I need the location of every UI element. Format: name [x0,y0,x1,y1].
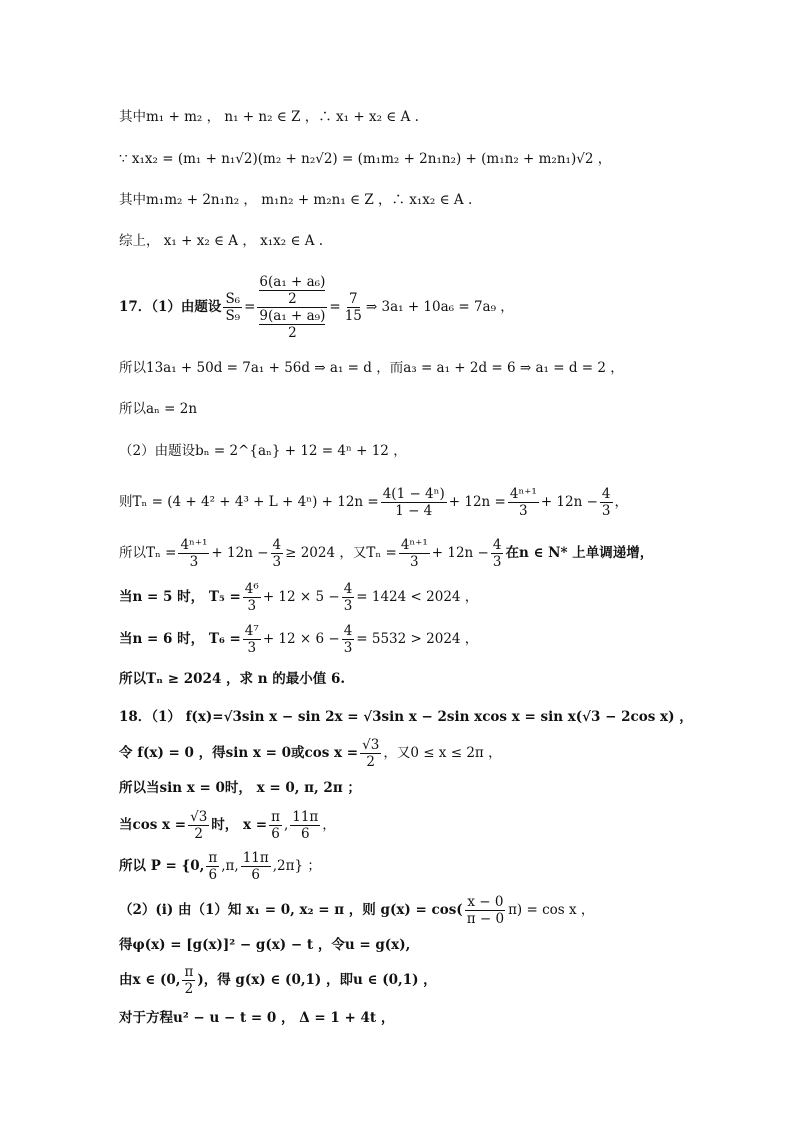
fraction: $\frac{7}{15}$ [344,290,362,324]
text-line: 所以13a₁ + 50d = 7a₁ + 56d ⇒ a₁ = d ，而a₃ = a₁ + 2d = 6 ⇒ a₁ = d = 2 ， [119,360,624,376]
text-line: 则Tₙ = (4 + 4² + 4³ + L + 4ⁿ) + 12n = $\frac{\text{4(1 − 4ⁿ)}}{1 - 4}$ + 12n = $\frac{\text{4ⁿ⁺¹}}{3}$ + 12n − $\frac{4}{3}$ ， [119,485,629,519]
fraction: $\frac{\text{4ⁿ⁺¹}}{3}$ [509,485,537,519]
fraction: $\frac{\pi}{6}$ [208,849,218,883]
text-line: 对于方程u² − u − t = 0 ， Δ = 1 + 4t ， [119,1010,395,1026]
text-line: 其中m₁ + m₂ ， n₁ + n₂ ∈ Z ，∴ x₁ + x₂ ∈ A . [119,109,419,125]
compound-fraction: 6(a₁ + a₆) 2 9(a₁ + a₉) 2 [259,273,326,341]
fraction: $\frac{\text{4⁷}}{3}$ [244,622,259,656]
text-line: 当cos x = $\frac{√3}{2}$ 时， x = $\frac{\pi}{6}$ , $\frac{11\pi}{6}$ ， [119,808,336,842]
text-line: 所以当sin x = 0时， x = 0, π, 2π ； [119,780,361,796]
text-line: 所以Tₙ ≥ 2024 ，求 n 的最小值 6. [119,671,346,687]
problem-heading: 17．（1）由题设 [119,299,222,315]
fraction: $\frac{\text{4ⁿ⁺¹}}{3}$ [180,536,208,570]
fraction: $\frac{4}{3}$ [492,536,502,570]
fraction: $\frac{11\pi}{6}$ [292,808,319,842]
fraction: $\frac{4}{3}$ [343,622,353,656]
text-line: 当n = 5 时， T₅ = $\frac{\text{4⁶}}{3}$ + 12 × 5 − $\frac{4}{3}$ = 1424 < 2024 ， [119,580,479,614]
text-line: 所以 P = {0, $\frac{\pi}{6}$ ,π, $\frac{11\pi}{6}$ ,2π} ； [119,849,321,883]
fraction: $\frac{\text{4⁶}}{3}$ [244,580,259,614]
text-line: ∵ x₁x₂ = (m₁ + n₁√2)(m₂ + n₂√2) = (m₁m₂ + 2n₁n₂) + (m₁n₂ + m₂n₁)√2 ， [119,151,612,167]
problem-18-line: 18．（1） f(x)=√3sin x − sin 2x = √3sin x − 2sin xcos x = sin x(√3 − 2cos x) ， [119,709,693,725]
fraction: $\frac{4}{3}$ [343,580,353,614]
problem-17-line: 17．（1）由题设 $\frac{\text{S₆}}{\text{S₉}}$ = 6(a₁ + a₆) 2 9(a₁ + a₉) 2 = $\frac{7}{15}$ ⇒ 3a₁ + 10a₆ = 7a₉ ， [119,273,514,341]
text-line: 所以aₙ = 2n [119,401,198,417]
fraction: $\frac{\pi}{2}$ [184,963,194,997]
fraction: $\frac{\pi}{6}$ [271,808,280,842]
fraction: $\frac{\text{S₆}}{\text{S₉}}$ [225,290,241,324]
fraction: $\frac{x - 0}{\pi - 0}$ [466,893,505,927]
text-line: 当n = 6 时， T₆ = $\frac{\text{4⁷}}{3}$ + 12 × 6 − $\frac{4}{3}$ = 5532 > 2024 ， [119,622,479,656]
text-line: 得φ(x) = [g(x)]² − g(x) − t ，令u = g(x), [119,937,411,953]
text-line: 由x ∈ (0, $\frac{\pi}{2}$ )，得 g(x) ∈ (0,1) ，即u ∈ (0,1) ， [119,963,437,997]
text-line: 其中m₁m₂ + 2n₁n₂ ， m₁n₂ + m₂n₁ ∈ Z ，∴ x₁x₂ ∈ A . [119,192,473,208]
text-line: 所以Tₙ = $\frac{\text{4ⁿ⁺¹}}{3}$ + 12n − $\frac{4}{3}$ ≥ 2024 ，又Tₙ = $\frac{\text{4ⁿ⁺¹}}{3}$ + 12n − $\frac{4}{3}$ 在n ∈ N* 上单调递增， [119,536,654,570]
fraction: $\frac{4}{3}$ [601,485,611,519]
fraction: $\frac{\text{4(1 − 4ⁿ)}}{1 - 4}$ [382,485,445,519]
text-line: （2）由题设bₙ = 2^{aₙ} + 12 = 4ⁿ + 12 ， [119,443,407,459]
text-line: 令 f(x) = 0 ，得sin x = 0或cos x = $\frac{√3}{2}$ ，又0 ≤ x ≤ 2π ， [119,736,502,770]
fraction: $\frac{√3}{2}$ [190,808,208,842]
fraction: $\frac{11\pi}{6}$ [242,849,269,883]
text-line: （2）(i) 由（1）知 x₁ = 0, x₂ = π ，则 g(x) = cos( $\frac{x - 0}{\pi - 0}$ π) = cos x ， [119,893,595,927]
text-line: 综上， x₁ + x₂ ∈ A ， x₁x₂ ∈ A . [119,233,324,249]
fraction: $\frac{√3}{2}$ [362,736,380,770]
fraction: $\frac{4}{3}$ [272,536,282,570]
fraction: $\frac{\text{4ⁿ⁺¹}}{3}$ [400,536,428,570]
